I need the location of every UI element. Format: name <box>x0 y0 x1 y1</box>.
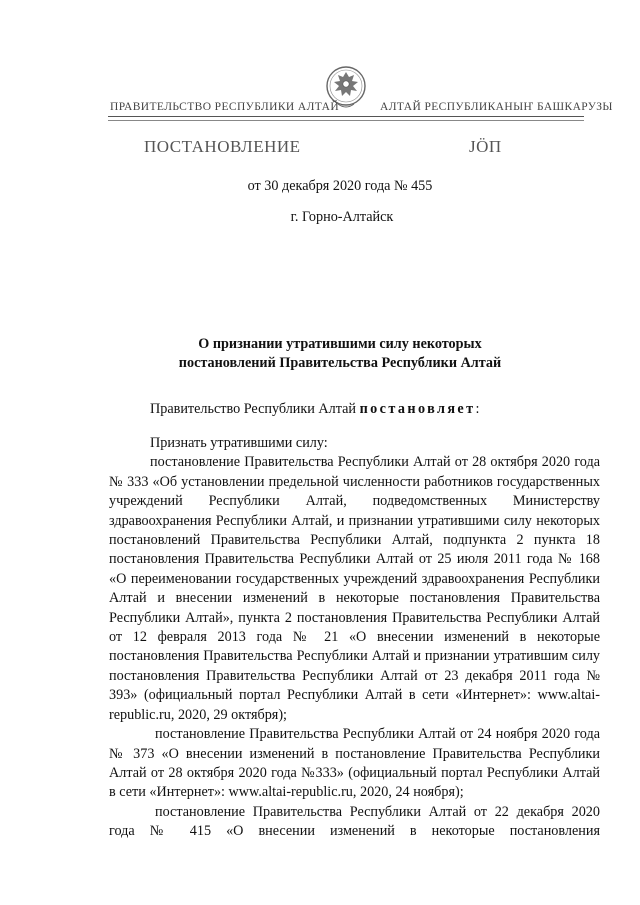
body-item-3: постановление Правительства Республики Алтай от 22 декабря 2020 года № 415 «О внесении изменений в некоторые постановления <box>109 803 600 840</box>
header-rule-thick <box>108 116 584 117</box>
title-line-2: постановлений Правительства Республики Алтай <box>178 355 502 371</box>
date-number: от 30 декабря 2020 года № 455 <box>247 178 433 194</box>
header-left-text: ПРАВИТЕЛЬСТВО РЕСПУБЛИКИ АЛТАЙ <box>110 101 340 113</box>
preamble <box>150 400 479 419</box>
preamble-prefix: Правительство Республики Алтай <box>150 401 360 417</box>
header-right-text: АЛТАЙ РЕСПУБЛИКАНЫҤ БАШКАРУЗЫ <box>380 101 613 113</box>
title-line-1: О признании утратившими силу некоторых <box>198 336 482 352</box>
body-text <box>109 434 600 842</box>
body-intro: Признать утратившими силу: <box>150 435 328 451</box>
body-item-1: постановление Правительства Республики Алтай от 28 октября 2020 года № 333 «Об установлении предельной численности работников государственных учреждений Республики Алтай, подведомственных Министерству здравоохранения Республики Алтай, и признании утратившими силу некоторых постановлений Правительства Республики Алтай, подпункта 2 пункта 18 постановления Правительства Республики Алтай от 25 июля 2011 года № 168 «О переименовании государственных учреждений здравоохранения Республики Алтай и внесении изменений в некоторые постановления Правительства Республики Алтай», пункта 2 постановления Правительства Республики Алтай от 12 февраля 2013 года № 21 «О внесении изменений в некоторые постановления Правительства Республики Алтай и признании утратившим силу постановления Правительства Республики Алтай от 23 декабря 2011 года № 393» (официальный портал Республики Алтай в сети «Интернет»: www.altai-republic.ru, 2020, 29 октября); <box>109 454 600 723</box>
body-item-2: постановление Правительства Республики Алтай от 24 ноября 2020 года № 373 «О внесении изменений в постановление Правительства Республики Алтай от 28 октября 2020 года №333» (официальный портал Республики Алтай в сети «Интернет»: www.altai-republic.ru, 2020, 24 ноября); <box>109 726 600 801</box>
header-rule-thin <box>108 120 584 121</box>
preamble-suffix: : <box>475 401 480 417</box>
doc-type-alt: ЈӦП <box>469 137 502 156</box>
preamble-keyword: постановляет <box>359 401 476 417</box>
doc-type-ru: ПОСТАНОВЛЕНИЕ <box>144 137 301 156</box>
city: г. Горно-Алтайск <box>290 209 394 225</box>
